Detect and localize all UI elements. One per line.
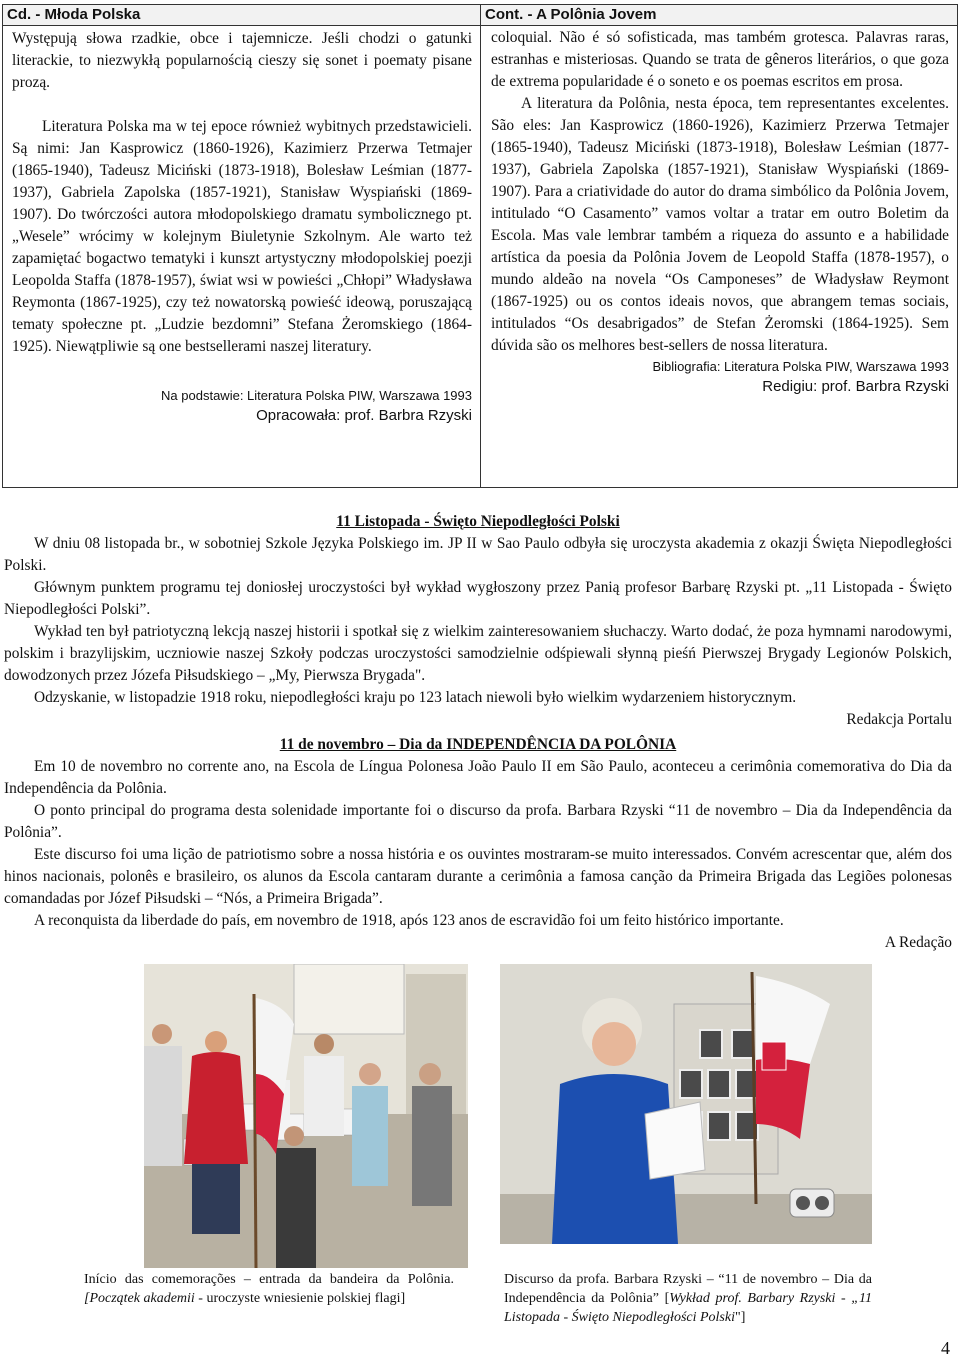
polish-article-title: 11 Listopada - Święto Niepodległości Polski — [336, 513, 620, 530]
portuguese-article-title: 11 de novembro – Dia da INDEPENDÊNCIA DA POLÔNIA — [279, 736, 677, 753]
page-number: 4 — [941, 1338, 950, 1358]
portuguese-article-signature: A Redação — [884, 934, 952, 951]
polish-author: Opracowała: prof. Barbra Rzyski — [256, 407, 472, 424]
portuguese-column-header: Cont. - A Polônia Jovem — [481, 5, 957, 26]
speech-photo — [500, 964, 872, 1244]
flag-procession-caption: Início das comemorações – entrada da bandeira da Polônia. [Początek akademii - uroczyste wniesienie polskiej flagi] — [84, 1272, 454, 1306]
portuguese-article-p3: Este discurso foi uma lição de patriotismo sobre a nossa história e os ouvintes mostraram-se muito interessados. Convém acrescentar que, além dos hinos nacionais, polonês e brasileiro, os alunos da Escola cantaram durante a cerimônia a famosa canção da Primeira Brigada das Legiões polonesas comandadas por Józef Piłsudski – “Nós, a Primeira Brigada”. — [4, 846, 952, 907]
portuguese-article — [4, 734, 952, 954]
bilingual-article-table — [2, 4, 958, 488]
speech-illustration — [500, 964, 872, 1244]
portuguese-source: Bibliografia: Literatura Polska PIW, Warszawa 1993 — [652, 359, 949, 374]
portuguese-paragraph-1: coloquial. Não é só sofisticada, mas também grotesca. Palavras raras, estranhas e misteriosas. Quando se trata de gêneros literários, o que goza de extrema popularidade é o soneto e os poemas escritos em prosa. — [491, 29, 949, 90]
portuguese-paragraph-2: A literatura da Polônia, nesta época, tem representantes excelentes. São eles: Jan Kasprowicz (1860-1926), Kazimierz Przerwa Tetmajer (1865-1940), Tadeusz Miciński (1873-1918), Bolesław Leśmian (1877-1937), Gabriela Zapolska (1857-1921), Stanisław Wyspiański (1869-1907). Para a criatividade do autor do drama simbólico da Polônia Jovem, intitulado “O Casamento” vamos voltar a tratar em outro Boletim da Escola. Mas vale lembrar também a riqueza do assunto e a habilidade artística da poesia da Polônia Jovem de Leopold Staffa (1878-1957), o mundo aldeão na novela “Os Camponeses” de Władysław Reymont (1867-1925) ou os contos ideais novos, que abrangem temas sociais, intitulados “Os desabrigados” de Stefan Żeromski (1864-1925). Sem dúvida são os melhores best-sellers de nossa literatura. — [491, 95, 949, 354]
portuguese-author: Redigiu: prof. Barbra Rzyski — [762, 378, 949, 395]
polish-source: Na podstawie: Literatura Polska PIW, Warszawa 1993 — [161, 388, 472, 403]
portuguese-article-p2: O ponto principal do programa desta solenidade importante foi o discurso da profa. Barbara Rzyski “11 de novembro – Dia da Independência da Polônia”. — [4, 802, 952, 841]
polish-article-p1: W dniu 08 listopada br., w sobotniej Szkole Języka Polskiego im. JP II w Sao Paulo odbyła się uroczysta akademia z okazji Święta Niepodległości Polski. — [4, 535, 952, 574]
polish-article-p4: Odzyskanie, w listopadzie 1918 roku, niepodległości kraju po 123 latach niewoli było wielkim wydarzeniem historycznym. — [34, 689, 797, 706]
polish-article-signature: Redakcja Portalu — [846, 711, 952, 728]
flag-procession-illustration — [144, 964, 468, 1268]
polish-column — [3, 5, 481, 487]
polish-article-p2: Głównym punktem programu tej doniosłej uroczystości był wykład wygłoszony przez Panią profesor Barbarę Rzyski pt. „11 Listopada - Święto Niepodległości Polski”. — [4, 579, 952, 618]
portuguese-column — [481, 5, 957, 487]
polish-column-header: Cd. - Młoda Polska — [3, 5, 480, 26]
speech-caption: Discurso da profa. Barbara Rzyski – “11 de novembro – Dia da Independência da Polônia” [Wykład prof. Barbary Rzyski - „11 Listopada - Święto Niepodległości Polski"] — [504, 1272, 872, 1325]
portuguese-article-p4: A reconquista da liberdade do país, em novembro de 1918, após 123 anos de escravidão foi um feito histórico importante. — [34, 912, 784, 929]
flag-procession-photo — [144, 964, 468, 1268]
polish-paragraph-2: Literatura Polska ma w tej epoce również wybitnych przedstawicieli. Są nimi: Jan Kasprowicz (1860-1926), Kazimierz Przerwa Tetmajer (1865-1940), Tadeusz Miciński (1873-1918), Bolesław Leśmian (1877-1937), Gabriela Zapolska (1857-1921), Stanisław Wyspiański (1869-1907). Do twórczości autora młodopolskiego dramatu symbolicznego pt. „Wesele” wrócimy w kolejnym Biuletynie Szkolnym. Ale warto też zapamiętać bogactwo tematyki i kunszt artystyczny młodopolskiej poezji Leopolda Staffa (1878-1957), świat wsi w powieści „Chłopi” Władysława Reymonta (1867-1925), czy też nowatorską powieść ideową, poruszającą tematy społeczne pt. „Ludzie bezdomni” Stefana Żeromskiego (1864-1925). Niewątpliwie są one bestsellerami naszej literatury. — [12, 118, 472, 355]
polish-article — [4, 511, 952, 731]
polish-paragraph-1: Występują słowa rzadkie, obce i tajemnicze. Jeśli chodzi o gatunki literackie, to niezwykłą popularnością cieszy się sonet i poematy pisane prozą. — [12, 30, 472, 91]
portuguese-article-p1: Em 10 de novembro no corrente ano, na Escola de Língua Polonesa João Paulo II em São Paulo, aconteceu a cerimônia comemorativa do Dia da Independência da Polônia. — [4, 758, 952, 797]
polish-article-p3: Wykład ten był patriotyczną lekcją naszej historii i spotkał się z wielkim zainteresowaniem słuchaczy. Warto dodać, że poza hymnami narodowymi, polskim i brazylijskim, uczniowie naszej Szkoły podczas uroczystości samodzielnie odśpiewali słynną pieśń Pierwszej Brygady Legionów Polskich, dowodzonych przez Józefa Piłsudskiego – „My, Pierwsza Brygada". — [4, 623, 952, 684]
